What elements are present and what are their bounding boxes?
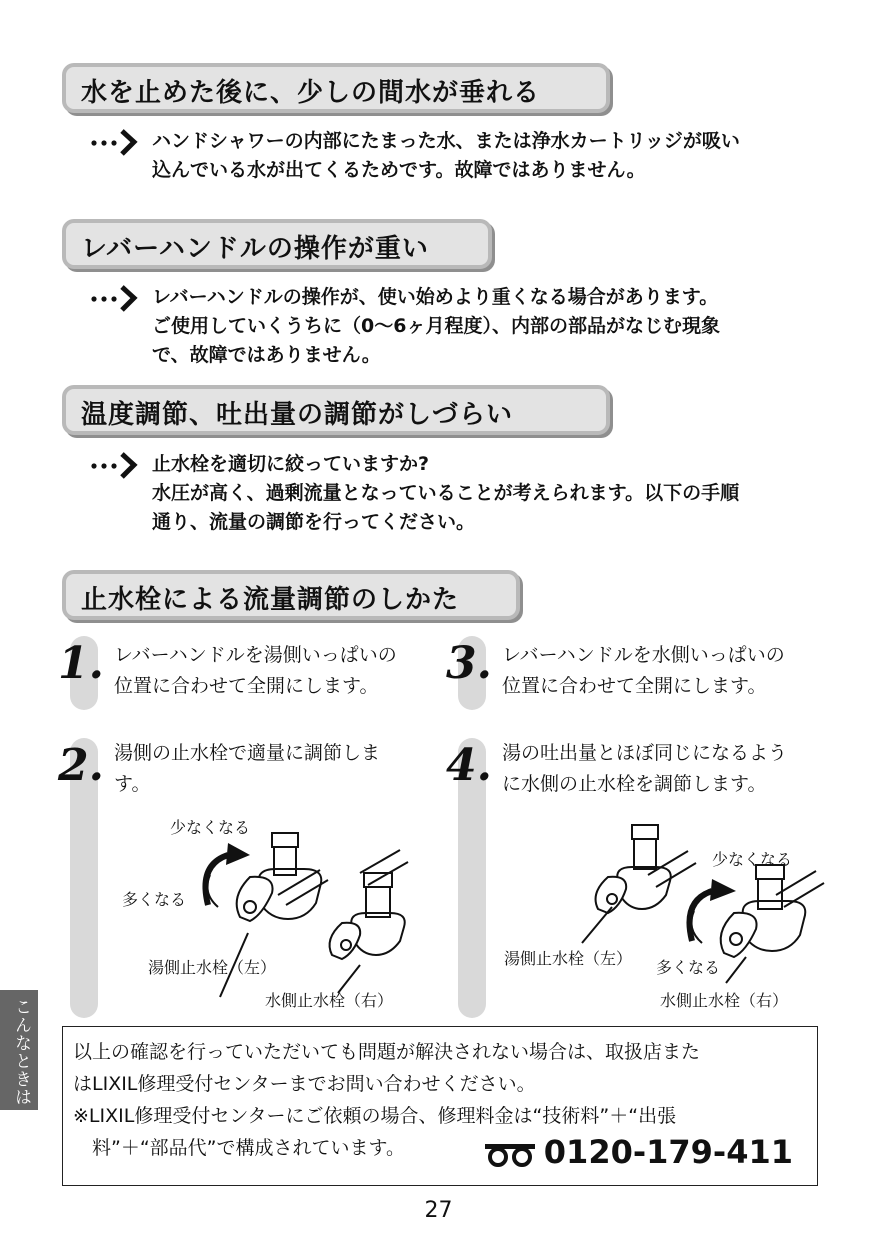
step-line: す。 xyxy=(114,773,151,795)
section-title: 水を止めた後に、少しの間水が垂れる xyxy=(81,78,541,108)
label-less: 少なくなる xyxy=(170,818,251,837)
section-title: 温度調節、吐出量の調節がしづらい xyxy=(81,400,514,430)
step-text xyxy=(114,640,397,702)
label-cold-valve: 水側止水栓（右） xyxy=(265,991,394,1010)
note-line: 込んでいる水が出てくるためです。故障ではありません。 xyxy=(152,159,646,181)
step-line: 位置に合わせて全開にします。 xyxy=(114,675,379,697)
valve-illustration-right xyxy=(500,815,830,1015)
label-hot-valve: 湯側止水栓（左） xyxy=(148,958,277,977)
procedure-title: 止水栓による流量調節のしかた xyxy=(81,585,460,615)
step-number: 4. xyxy=(446,740,492,791)
section-header-temperature xyxy=(62,385,610,435)
procedure-header xyxy=(62,570,520,620)
step-text xyxy=(114,738,380,800)
step-number: 1. xyxy=(58,638,104,689)
step-line: 湯の吐出量とほぼ同じになるよう xyxy=(502,742,788,764)
note-line: レバーハンドルの操作が、使い始めより重くなる場合があります。 xyxy=(152,286,719,308)
section-title: レバーハンドルの操作が重い xyxy=(81,234,429,264)
section-header-lever xyxy=(62,219,492,269)
step-line: 位置に合わせて全開にします。 xyxy=(502,675,767,697)
label-cold-valve: 水側止水栓（右） xyxy=(660,991,789,1010)
contact-line: 料”＋“部品代”で構成されています。 xyxy=(73,1137,406,1159)
note-line: ハンドシャワーの内部にたまった水、または浄水カートリッジが吸い xyxy=(152,130,740,152)
note-line: 水圧が高く、過剰流量となっていることが考えられます。以下の手順 xyxy=(152,482,740,504)
step-number: 2. xyxy=(58,740,104,791)
side-tab-label: こんなときは xyxy=(11,998,31,1106)
contact-box xyxy=(62,1026,818,1186)
note-line: 通り、流量の調節を行ってください。 xyxy=(152,511,476,533)
step-text xyxy=(502,738,787,800)
contact-line: ※LIXIL修理受付センターにご依頼の場合、修理料金は“技術料”＋“出張 xyxy=(73,1105,677,1127)
arrow-icon xyxy=(90,283,145,312)
free-dial-icon xyxy=(484,1141,536,1167)
label-more: 多くなる xyxy=(656,958,721,977)
arrow-icon xyxy=(90,127,145,156)
contact-line: 以上の確認を行っていただいても問題が解決されない場合は、取扱店また xyxy=(73,1041,701,1063)
step-line: に水側の止水栓を調節します。 xyxy=(502,773,767,795)
free-dial-phone[interactable] xyxy=(484,1133,793,1171)
step-line: レバーハンドルを湯側いっぱいの xyxy=(114,644,397,666)
label-more: 多くなる xyxy=(122,890,187,909)
label-less: 少なくなる xyxy=(712,850,793,869)
note-line: で、故障ではありません。 xyxy=(152,344,381,366)
step-number: 3. xyxy=(446,638,492,689)
side-tab[interactable] xyxy=(0,990,38,1110)
phone-number: 0120-179-411 xyxy=(543,1133,793,1171)
label-hot-valve: 湯側止水栓（左） xyxy=(504,949,633,968)
note-line: ご使用していくうちに（0～6ヶ月程度）、内部の部品がなじむ現象 xyxy=(152,315,720,337)
note-line: 止水栓を適切に絞っていますか? xyxy=(152,453,430,475)
page-number: 27 xyxy=(424,1198,453,1223)
step-line: 湯側の止水栓で適量に調節しま xyxy=(114,742,381,764)
step-text xyxy=(502,640,785,702)
contact-line: はLIXIL修理受付センターまでお問い合わせください。 xyxy=(73,1073,536,1095)
step-line: レバーハンドルを水側いっぱいの xyxy=(502,644,785,666)
arrow-icon xyxy=(90,450,145,479)
valve-illustration-left xyxy=(110,815,450,1015)
section-header-drip xyxy=(62,63,610,113)
